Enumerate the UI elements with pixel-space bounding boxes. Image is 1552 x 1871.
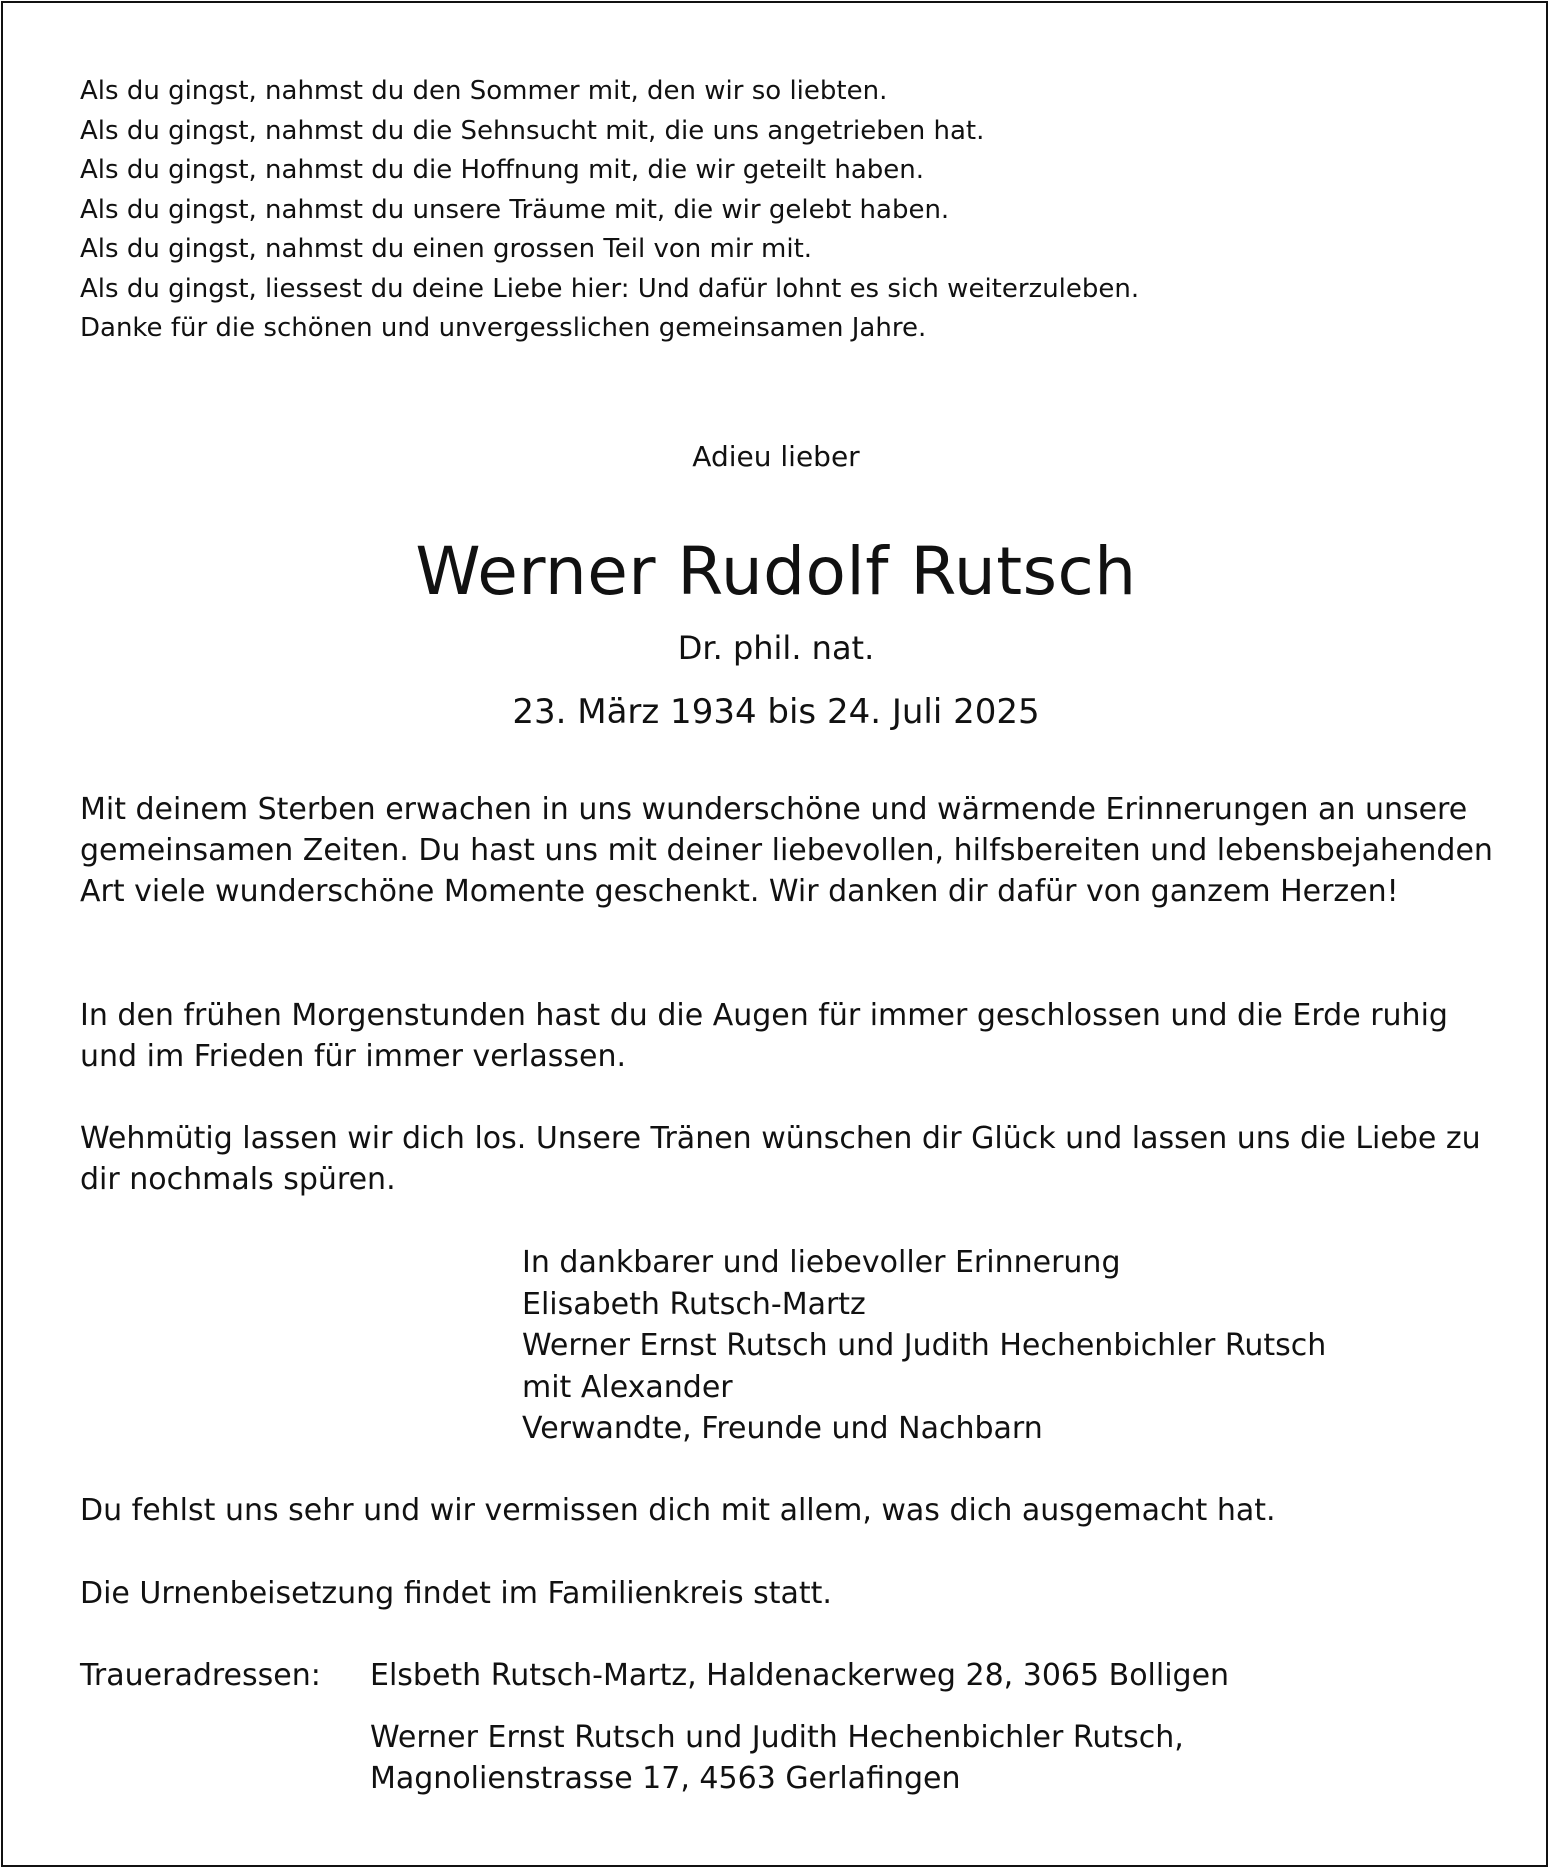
life-dates: 23. März 1934 bis 24. Juli 2025	[512, 692, 1040, 732]
address-2	[370, 1717, 1184, 1799]
address-2-line-2: Magnolienstrasse 17, 4563 Gerlafingen	[370, 1761, 961, 1796]
addresses-label: Traueradressen:	[80, 1658, 321, 1693]
academic-title: Dr. phil. nat.	[677, 629, 875, 667]
poem-line: Als du gingst, nahmst du den Sommer mit, den wir so liebten.	[80, 76, 888, 106]
body-paragraph-3: Wehmütig lassen wir dich los. Unsere Tränen wünschen dir Glück und lassen uns die Liebe zu dir nochmals spüren.	[80, 1121, 1481, 1197]
address-1: Elsbeth Rutsch-Martz, Haldenackerweg 28, 3065 Bolligen	[370, 1658, 1230, 1693]
deceased-name: Werner Rudolf Rutsch	[415, 533, 1137, 610]
signoff-line: Elisabeth Rutsch-Martz	[522, 1286, 866, 1322]
poem-line: Als du gingst, nahmst du die Sehnsucht mit, die uns angetrieben hat.	[80, 115, 985, 146]
signoff-line: Werner Ernst Rutsch und Judith Hechenbichler Rutsch	[522, 1328, 1327, 1363]
signoff-line: Verwandte, Freunde und Nachbarn	[522, 1411, 1043, 1446]
signoff-line: mit Alexander	[522, 1369, 733, 1405]
poem-line: Als du gingst, nahmst du unsere Träume mit, die wir gelebt haben.	[80, 194, 950, 225]
closing-paragraph-2: Die Urnenbeisetzung findet im Familienkreis statt.	[80, 1576, 832, 1611]
poem-line: Danke für die schönen und unvergesslichen gemeinsamen Jahre.	[80, 313, 927, 343]
body-paragraph-2: In den frühen Morgenstunden hast du die Augen für immer geschlossen und die Erde ruhig und im Frieden für immer verlassen.	[80, 998, 1448, 1074]
body-paragraph-1: Mit deinem Sterben erwachen in uns wunderschöne und wärmende Erinnerungen an unsere gemeinsamen Zeiten. Du hast uns mit deiner liebevollen, hilfsbereiten und lebensbejahenden Art viele wunderschöne Momente geschenkt. Wir danken dir dafür von ganzem Herzen!	[80, 792, 1493, 909]
poem-line: Als du gingst, nahmst du die Hoffnung mit, die wir geteilt haben.	[80, 155, 925, 185]
poem-line: Als du gingst, liessest du deine Liebe hier: Und dafür lohnt es sich weiterzuleben.	[80, 273, 1140, 304]
address-2-line-1: Werner Ernst Rutsch und Judith Hechenbichler Rutsch,	[370, 1720, 1184, 1755]
signoff-line: In dankbarer und liebevoller Erinnerung	[522, 1245, 1121, 1280]
poem	[80, 72, 1480, 349]
closing-paragraph-1: Du fehlst uns sehr und wir vermissen dich mit allem, was dich ausgemacht hat.	[80, 1493, 1276, 1528]
signoff-block	[522, 1242, 1482, 1450]
salutation: Adieu lieber	[692, 440, 860, 473]
poem-line: Als du gingst, nahmst du einen grossen Teil von mir mit.	[80, 234, 813, 264]
